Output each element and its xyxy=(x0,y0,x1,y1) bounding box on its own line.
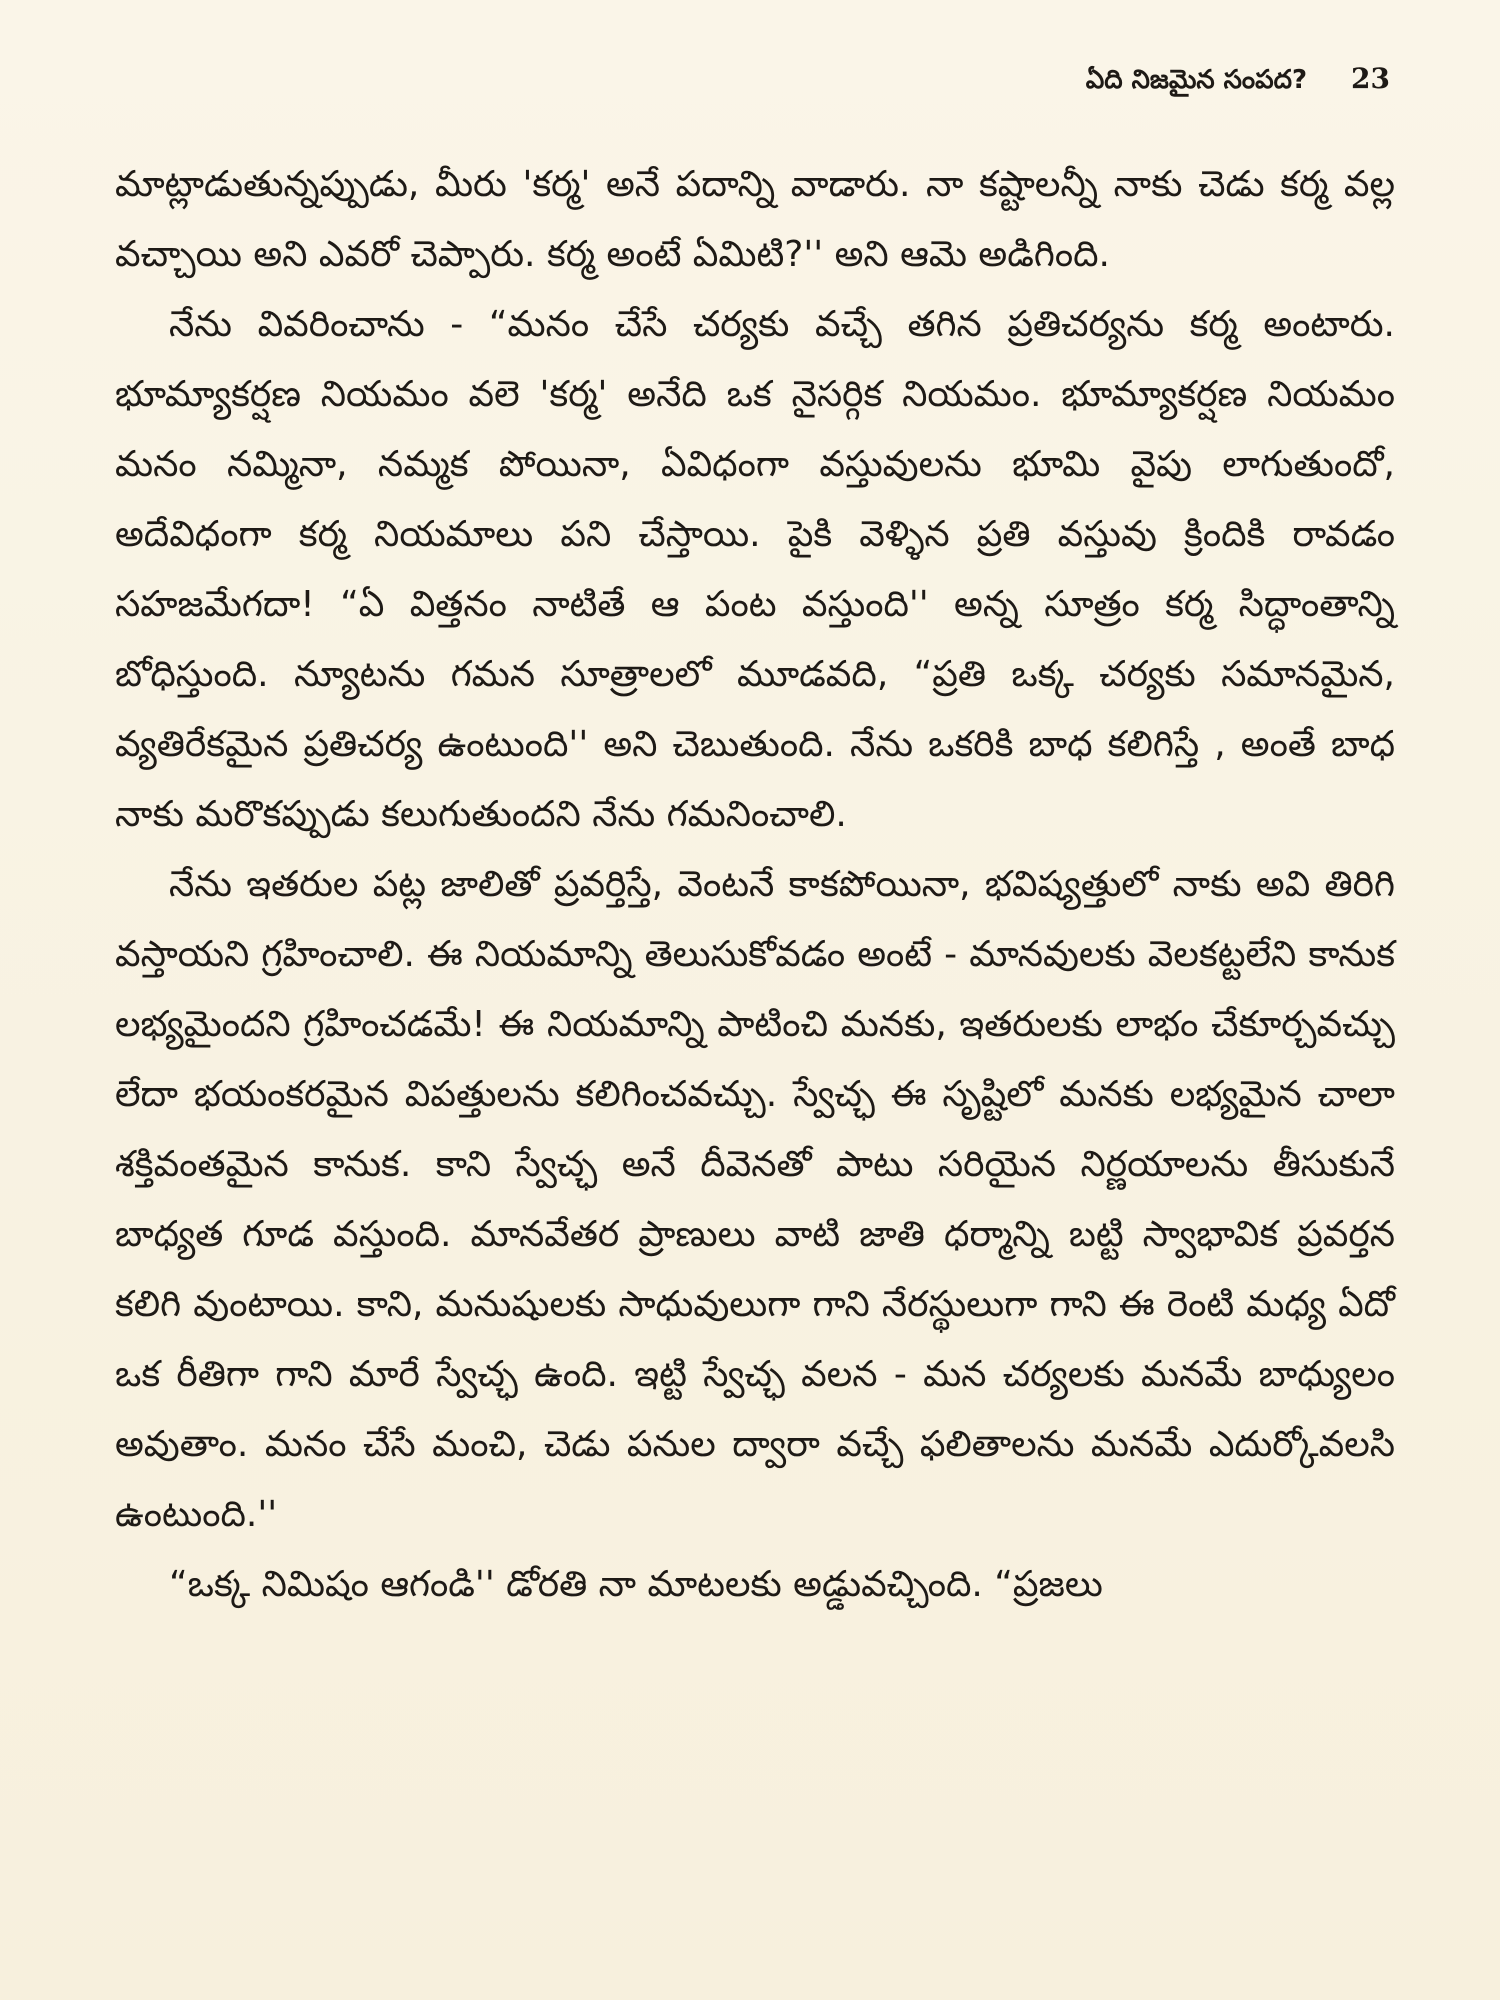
paragraph: నేను వివరించాను - “మనం చేసే చర్యకు వచ్చే తగిన ప్రతిచర్యను కర్మ అంటారు. భూమ్యాకర్షణ నియమం వలె 'కర్మ' అనేది ఒక నైసర్గిక నియమం. భూమ్యాకర్షణ నియమం మనం నమ్మినా, నమ్మక పోయినా, ఏవిధంగా వస్తువులను భూమి వైపు లాగుతుందో, అదేవిధంగా కర్మ నియమాలు పని చేస్తాయి. పైకి వెళ్ళిన ప్రతి వస్తువు క్రిందికి రావడం సహజమేగదా! “ఏ విత్తనం నాటితే ఆ పంట వస్తుంది'' అన్న సూత్రం కర్మ సిద్ధాంతాన్ని బోధిస్తుంది. న్యూటను గమన సూత్రాలలో మూడవది, “ప్రతి ఒక్క చర్యకు సమానమైన, వ్యతిరేకమైన ప్రతిచర్య ఉంటుంది'' అని చెబుతుంది. నేను ఒకరికి బాధ కలిగిస్తే , అంతే బాధ నాకు మరొకప్పుడు కలుగుతుందని నేను గమనించాలి. xyxy=(115,304,1395,835)
page-number: 23 xyxy=(1351,62,1390,95)
body-text xyxy=(115,150,1395,1620)
paragraph: నేను ఇతరుల పట్ల జాలితో ప్రవర్తిస్తే, వెంటనే కాకపోయినా, భవిష్యత్తులో నాకు అవి తిరిగి వస్తాయని గ్రహించాలి. ఈ నియమాన్ని తెలుసుకోవడం అంటే - మానవులకు వెలకట్టలేని కానుక లభ్యమైందని గ్రహించడమే! ఈ నియమాన్ని పాటించి మనకు, ఇతరులకు లాభం చేకూర్చవచ్చు లేదా భయంకరమైన విపత్తులను కలిగించవచ్చు. స్వేచ్ఛ ఈ సృష్టిలో మనకు లభ్యమైన చాలా శక్తివంతమైన కానుక. కాని స్వేచ్ఛ అనే దీవెనతో పాటు సరియైన నిర్ణయాలను తీసుకునే బాధ్యత గూడ వస్తుంది. మానవేతర ప్రాణులు వాటి జాతి ధర్మాన్ని బట్టి స్వాభావిక ప్రవర్తన కలిగి వుంటాయి. కాని, మనుషులకు సాధువులుగా గాని నేరస్థులుగా గాని ఈ రెంటి మధ్య ఏదో ఒక రీతిగా గాని మారే స్వేచ్ఛ ఉంది. ఇట్టి స్వేచ్ఛ వలన - మన చర్యలకు మనమే బాధ్యులం అవుతాం. మనం చేసే మంచి, చెడు పనుల ద్వారా వచ్చే ఫలితాలను మనమే ఎదుర్కోవలసి ఉంటుంది.'' xyxy=(115,864,1395,1535)
chapter-title: ఏది నిజమైన సంపద? xyxy=(1085,65,1308,95)
paragraph: మాట్లాడుతున్నప్పుడు, మీరు 'కర్మ' అనే పదాన్ని వాడారు. నా కష్టాలన్నీ నాకు చెడు కర్మ వల్ల వచ్చాయి అని ఎవరో చెప్పారు. కర్మ అంటే ఏమిటి?'' అని ఆమె అడిగింది. xyxy=(115,164,1395,275)
paragraph: “ఒక్క నిమిషం ఆగండి'' డోరతి నా మాటలకు అడ్డువచ్చింది. “ప్రజలు xyxy=(169,1564,1103,1605)
running-header xyxy=(1086,62,1390,101)
